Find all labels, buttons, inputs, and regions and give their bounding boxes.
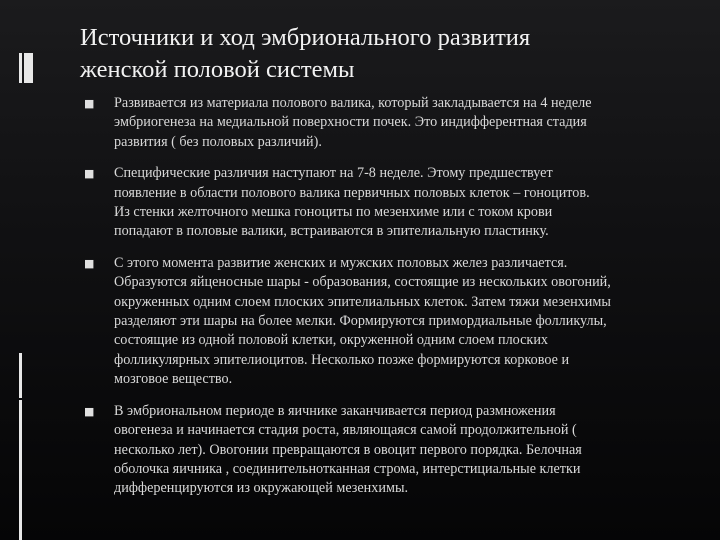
- list-item-text: Специфические различия наступают на 7-8 неделе. Этому предшествует появление в области полового валика первичных половых клеток – гоноцитов. Из стенки желточного мешка гоноциты по мезенхиме или с током крови попадают в половые валики, встраиваются в эпителиальную пластинку.: [114, 165, 590, 240]
- square-bullet-icon: ■: [84, 167, 95, 181]
- list-item-text: Развивается из материала полового валика, который закладывается на 4 неделе эмбриогенеза на медиальной поверхности почек. Это индифферентная стадия развития ( без половых различий).: [114, 95, 592, 150]
- list-item-text: С этого момента развитие женских и мужских половых желез различается. Образуются яйценосные шары - образования, состоящие из нескольких овогоний, окруженных одним слоем плоских эпителиальных клеток. Затем тяжи мезенхимы разделяют эти шары на более мелки. Формируются примордиальные фолликулы, состоящие из одной половой клетки, окруженной одним слоем плоских фолликулярных эпителиоцитов. Несколько позже формируются корковое и мозговое вещество.: [114, 254, 611, 388]
- list-item: [84, 402, 684, 499]
- list-item: [84, 164, 684, 242]
- bullet-list: [84, 94, 684, 511]
- list-item: [84, 254, 684, 390]
- square-bullet-icon: ■: [84, 256, 95, 270]
- list-item-text: В эмбриональном периоде в яичнике заканчивается период размножения овогенеза и начинается стадия роста, являющаяся самой продолжительной ( несколько лет). Овогонии превращаются в овоцит первого порядка. Белочная оболочка яичника , соединительнотканная строма, интерстициальные клетки дифференцируются из окружающей мезенхимы.: [114, 402, 582, 497]
- decorative-bar: [19, 400, 22, 540]
- decorative-bar: [19, 53, 22, 83]
- list-item: [84, 94, 684, 152]
- slide-title: Источники и ход эмбрионального развития женской половой системы: [80, 24, 531, 83]
- square-bullet-icon: ■: [84, 404, 95, 418]
- decorative-bar: [24, 53, 33, 83]
- decorative-bar: [19, 353, 22, 398]
- square-bullet-icon: ■: [84, 97, 95, 110]
